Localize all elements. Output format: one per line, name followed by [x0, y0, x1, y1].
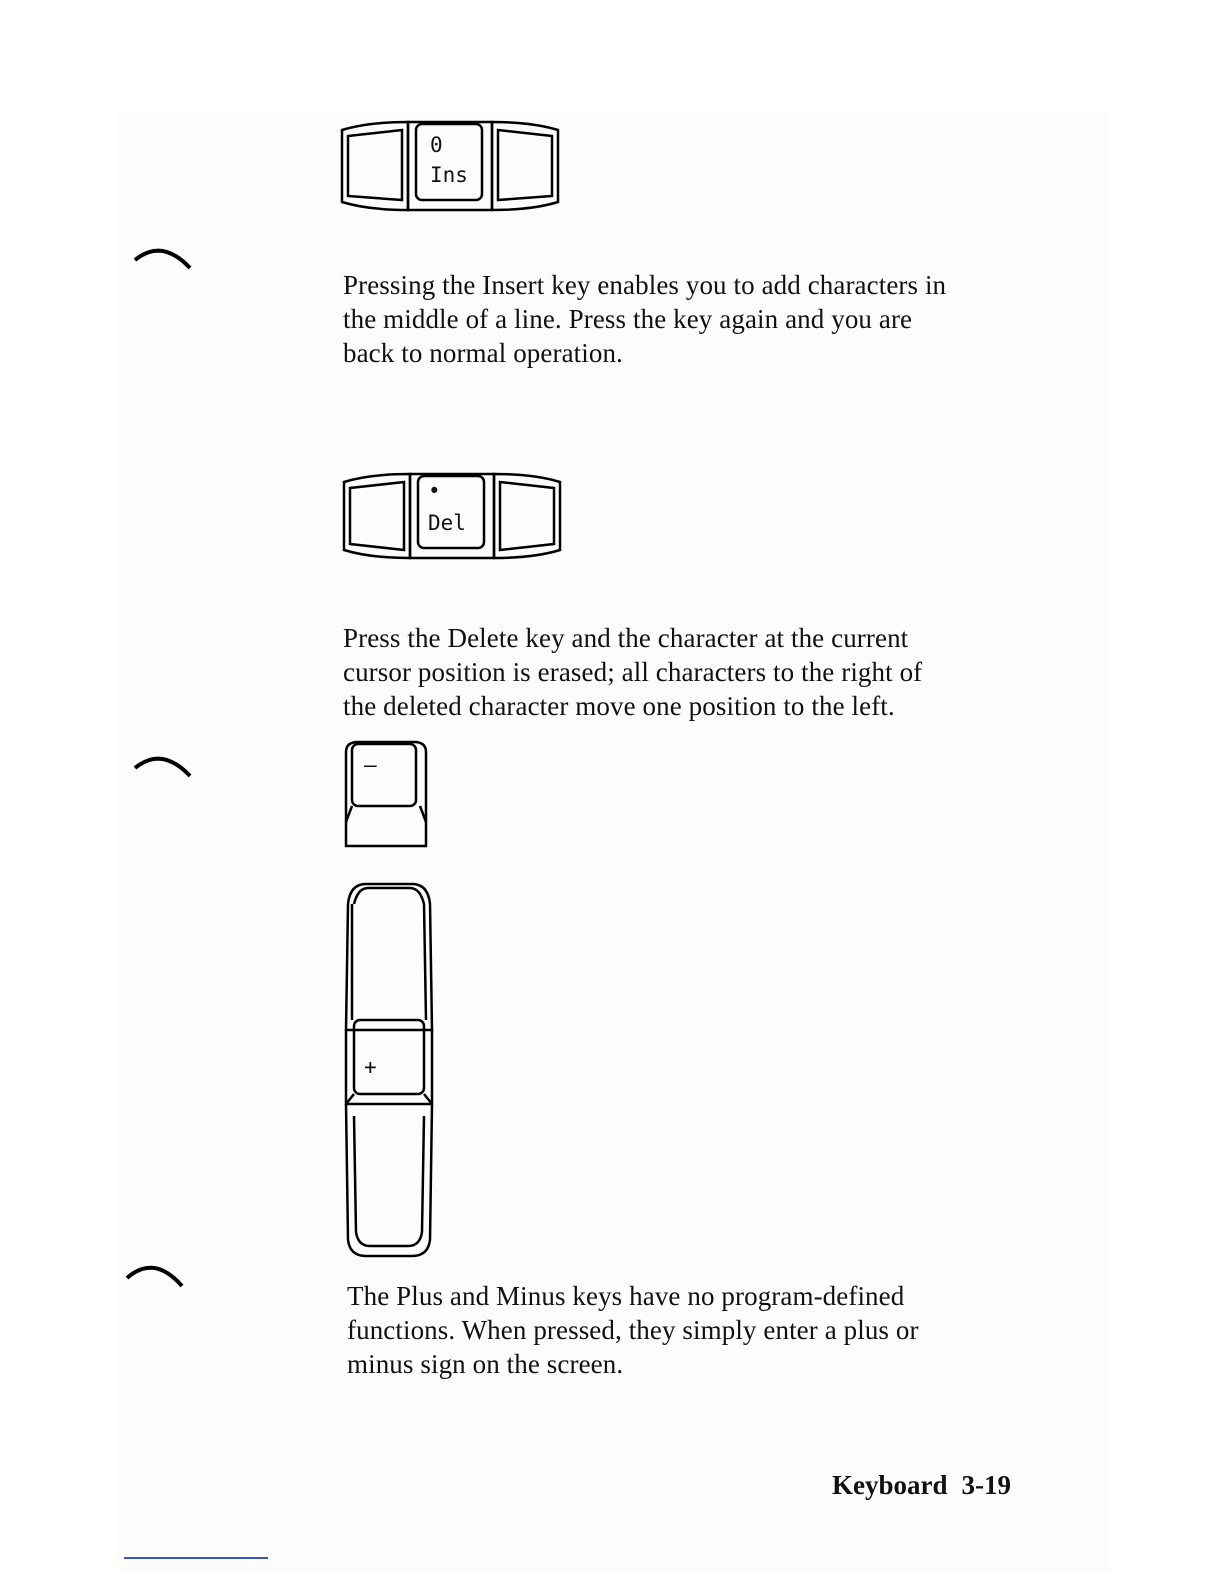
- binder-hole-arc: [132, 750, 194, 780]
- delete-key-bottom-legend: Del: [428, 511, 466, 535]
- paragraph-line: The Plus and Minus keys have no program-defined: [347, 1281, 905, 1311]
- insert-key-icon: [338, 118, 562, 214]
- insert-key-bottom-legend: Ins: [430, 163, 468, 187]
- page-footer: [832, 1470, 1011, 1501]
- binder-hole-arc: [132, 242, 194, 272]
- plus-key-legend: +: [364, 1055, 377, 1079]
- paragraph-line: Pressing the Insert key enables you to add characters in: [343, 270, 947, 300]
- paragraph-line: the middle of a line. Press the key again and you are: [343, 304, 913, 334]
- insert-key-paragraph: [343, 268, 946, 370]
- delete-key-icon: [340, 470, 564, 564]
- binder-hole-arc: [124, 1258, 186, 1290]
- bottom-rule: [124, 1557, 268, 1559]
- delete-key-paragraph: [343, 621, 922, 723]
- plus-key-icon: [340, 880, 438, 1262]
- footer-page-number: 3-19: [961, 1470, 1012, 1500]
- paragraph-line: Press the Delete key and the character at the current: [343, 623, 909, 653]
- paragraph-line: functions. When pressed, they simply enter a plus or: [347, 1315, 919, 1345]
- minus-key-icon: [340, 738, 432, 850]
- insert-key-top-legend: 0: [430, 133, 443, 157]
- paragraph-line: minus sign on the screen.: [347, 1349, 624, 1379]
- plus-minus-paragraph: [347, 1279, 919, 1381]
- footer-section-title: Keyboard: [832, 1470, 948, 1500]
- minus-key-legend: —: [364, 753, 377, 777]
- paragraph-line: cursor position is erased; all characters to the right of: [343, 657, 923, 687]
- delete-key-top-legend: •: [428, 479, 441, 503]
- paragraph-line: the deleted character move one position to the left.: [343, 691, 895, 721]
- paragraph-line: back to normal operation.: [343, 338, 623, 368]
